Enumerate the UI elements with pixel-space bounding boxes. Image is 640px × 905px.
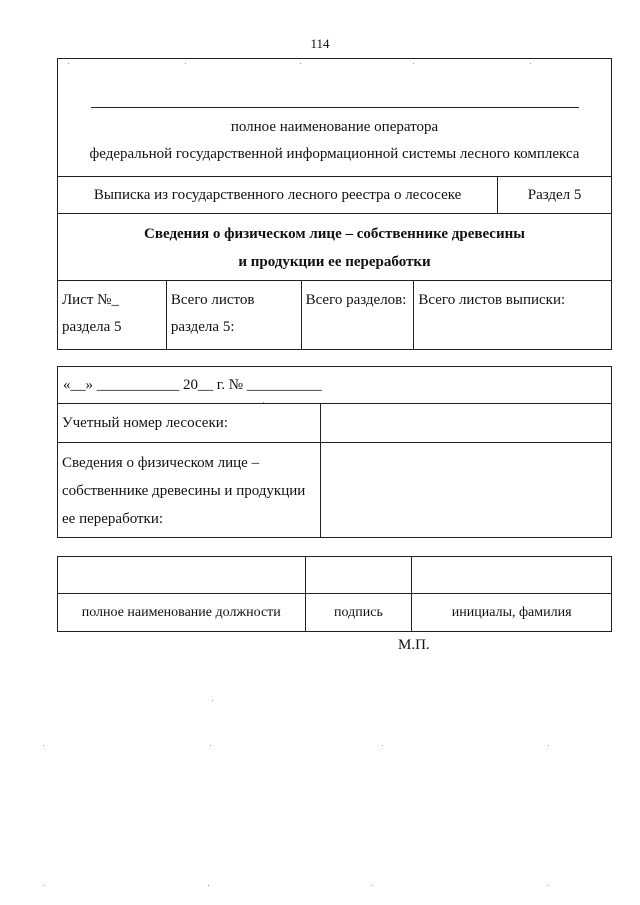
scan-speck [372,885,373,886]
sheet-number-line2: раздела 5 [62,319,122,335]
total-section-sheets-line1: Всего листов [170,292,255,308]
total-section-sheets-line2: раздела 5: [170,319,235,335]
scan-speck [210,745,211,746]
operator-caption-line2: федеральной государственной информационной системы лесного комплекса [89,146,580,162]
operator-header [58,59,612,177]
signature-field [305,557,412,594]
signature-table [57,556,612,632]
scan-speck [43,885,44,886]
section-info-line1: Сведения о физическом лице – собственнике древесины [144,226,525,242]
details-table [57,366,612,538]
page-number: 114 [310,36,330,51]
date-number-line: «__» ___________ 20__ г. № __________ [58,367,612,404]
name-caption: инициалы, фамилия [412,594,612,632]
sheet-number-cell [58,281,167,350]
signature-caption: подпись [305,594,412,632]
person-info-line2: собственнике древесины и продукции [62,483,306,499]
position-caption: полное наименование должности [58,594,306,632]
person-info-value [320,443,611,538]
scan-speck [43,745,44,746]
scan-speck [208,885,209,886]
scan-speck [548,745,549,746]
total-section-sheets-cell [166,281,301,350]
operator-caption-line1: полное наименование оператора [230,119,439,135]
scan-speck [263,402,264,403]
operator-name-line [91,107,579,108]
person-info-label [58,443,321,538]
total-extract-sheets-cell: Всего листов выписки: [414,281,612,350]
person-info-line1: Сведения о физическом лице – [62,455,260,471]
scan-speck [300,63,301,64]
scan-speck [382,745,383,746]
scan-speck [185,63,186,64]
parcel-number-value [320,404,611,443]
section-info-line2: и продукции ее переработки [238,254,431,270]
position-field [58,557,306,594]
extract-header-table [57,58,612,350]
scan-speck [530,63,531,64]
scan-speck [68,63,69,64]
name-field [412,557,612,594]
extract-title: Выписка из государственного лесного реестра о лесосеке [58,177,498,214]
parcel-number-label: Учетный номер лесосеки: [58,404,321,443]
stamp-place: М.П. [398,637,430,653]
scan-speck [548,885,549,886]
section-info-title [58,214,612,281]
scan-speck [212,700,213,701]
scan-speck [413,63,414,64]
person-info-line3: ее переработки: [62,511,164,527]
sheet-number-line1: Лист №_ [62,292,119,308]
section-label: Раздел 5 [498,177,612,214]
total-sections-cell: Всего разделов: [301,281,414,350]
